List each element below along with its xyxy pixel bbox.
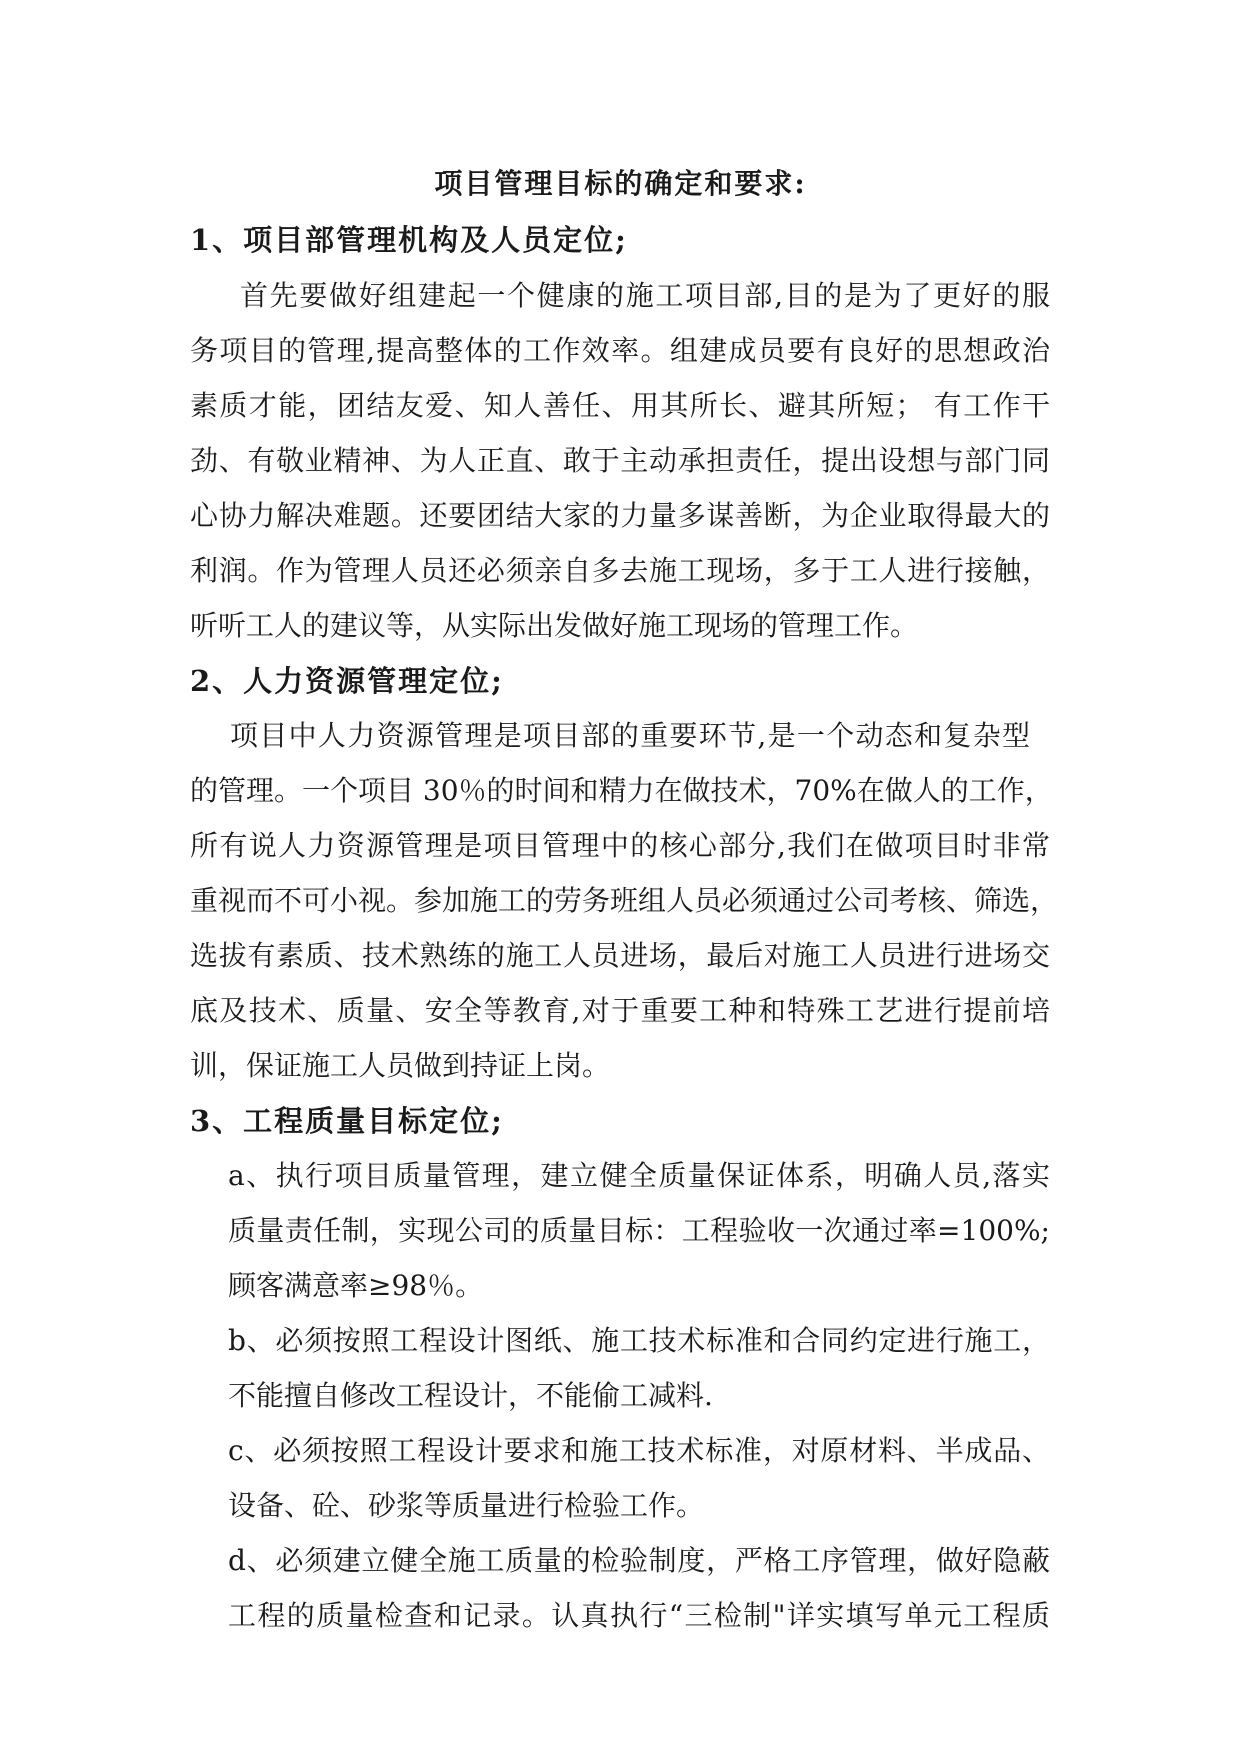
section-1-line: 务项目的管理,提高整体的工作效率。组建成员要有良好的思想政治 bbox=[190, 334, 1050, 367]
section-3-line: d、必须建立健全施工质量的检验制度，严格工序管理，做好隐蔽 bbox=[228, 1544, 1050, 1577]
section-2-line: 项目中人力资源管理是项目部的重要环节,是一个动态和复杂型 bbox=[230, 719, 1030, 752]
section-3-line: a、执行项目质量管理，建立健全质量保证体系，明确人员,落实 bbox=[228, 1159, 1050, 1192]
section-1-line: 听听工人的建议等，从实际出发做好施工现场的管理工作。 bbox=[190, 609, 919, 642]
section-3-line: 顾客满意率≥98％。 bbox=[228, 1269, 484, 1302]
section-3-line: c、必须按照工程设计要求和施工技术标准，对原材料、半成品、 bbox=[228, 1434, 1050, 1467]
section-3-line: 质量责任制，实现公司的质量目标：工程验收一次通过率=100%; bbox=[228, 1214, 1050, 1247]
section-1-line: 利润。作为管理人员还必须亲自多去施工现场，多于工人进行接触， bbox=[190, 554, 1050, 587]
section-2-line: 底及技术、质量、安全等教育,对于重要工种和特殊工艺进行提前培 bbox=[190, 994, 1050, 1027]
section-2-line: 的管理。一个项目 30％的时间和精力在做技术，70%在做人的工作， bbox=[190, 774, 1053, 807]
section-3-heading: 3、工程质量目标定位; bbox=[190, 1104, 504, 1138]
section-1-heading: 1、项目部管理机构及人员定位; bbox=[190, 223, 628, 257]
section-2-line: 重视而不可小视。参加施工的劳务班组人员必须通过公司考核、筛选， bbox=[190, 884, 1059, 917]
section-1-line: 劲、有敬业精神、为人正直、敢于主动承担责任，提出设想与部门同 bbox=[190, 444, 1050, 477]
section-3-line: 设备、砼、砂浆等质量进行检验工作。 bbox=[228, 1489, 705, 1522]
section-2-line: 训，保证施工人员做到持证上岗。 bbox=[190, 1049, 611, 1082]
section-3-line: b、必须按照工程设计图纸、施工技术标准和合同约定进行施工， bbox=[228, 1324, 1050, 1357]
section-3-line: 不能擅自修改工程设计，不能偷工减料. bbox=[228, 1379, 713, 1412]
section-2-line: 选拔有素质、技术熟练的施工人员进场，最后对施工人员进行进场交 bbox=[190, 939, 1050, 972]
section-2-heading: 2、人力资源管理定位; bbox=[190, 664, 504, 698]
section-1-line: 首先要做好组建起一个健康的施工项目部,目的是为了更好的服 bbox=[240, 279, 1050, 312]
section-1-line: 心协力解决难题。还要团结大家的力量多谋善断，为企业取得最大的 bbox=[190, 499, 1050, 532]
section-2-line: 所有说人力资源管理是项目管理中的核心部分,我们在做项目时非常 bbox=[190, 829, 1050, 862]
document-title: 项目管理目标的确定和要求: bbox=[434, 167, 807, 200]
section-3-line: 工程的质量检查和记录。认真执行“三检制"详实填写单元工程质 bbox=[228, 1599, 1050, 1632]
section-1-line: 素质才能，团结友爱、知人善任、用其所长、避其所短； 有工作干 bbox=[190, 389, 1050, 422]
